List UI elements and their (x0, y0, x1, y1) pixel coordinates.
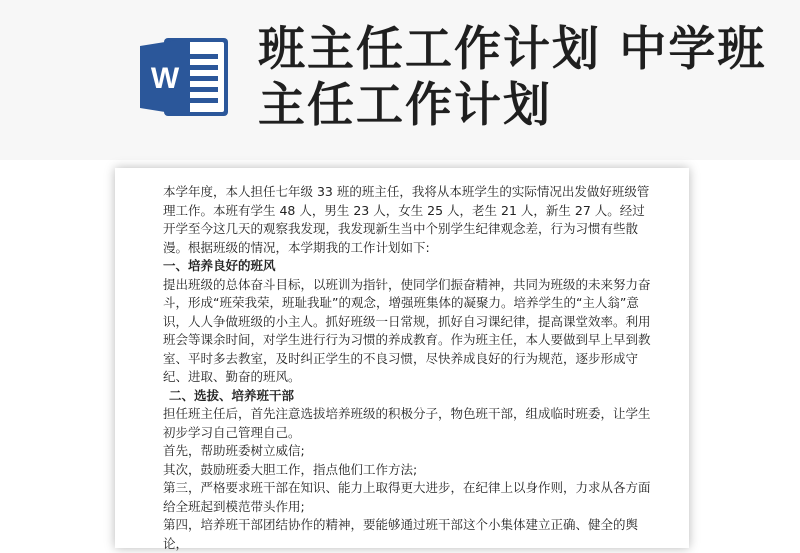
paragraph-intro: 本学年度，本人担任七年级 33 班的班主任，我将从本班学生的实际情况出发做好班级管理工作。本班有学生 48 人，男生 23 人，女生 25 人，老生 21 人，新生 27 人。经过开学至今这几天的观察我发现，我发现新生当中个别学生纪律观念差，行为习惯有些散漫。根据班级的情况，本学期我的工作计划如下: (163, 184, 650, 255)
word-icon (138, 34, 230, 120)
list-item-second: 其次，鼓励班委大胆工作，指点他们工作方法; (163, 461, 418, 477)
document-body (163, 183, 653, 553)
header-banner (0, 0, 800, 160)
document-page (115, 168, 689, 551)
list-item-third: 第三，严格要求班干部在知识、能力上取得更大进步，在纪律上以身作则，力求从各方面给全班起到模范带头作用; (163, 480, 651, 514)
word-logo-letter: W (150, 62, 180, 95)
paragraph-section-1: 提出班级的总体奋斗目标，以班训为指针，使同学们振奋精神，共同为班级的未来努力奋斗，形成“班荣我荣，班耻我耻”的观念，增强班集体的凝聚力。培养学生的“主人翁”意识，人人争做班级的小主人。抓好班级一日常规，抓好自习课纪律，提高课堂效率。利用班会等课余时间，对学生进行行为习惯的养成教育。作为班主任，本人要做到早上早到教室、平时多去教室，及时纠正学生的不良习惯，尽快养成良好的行为规范，逐步形成守纪、进取、勤奋的班风。 (163, 276, 651, 384)
heading-section-2: 二、选拔、培养班干部 (169, 387, 295, 403)
paragraph-section-2: 担任班主任后，首先注意选拔培养班级的积极分子，物色班干部，组成临时班委，让学生初步学习自己管理自己。 (163, 406, 651, 440)
page-title: 班主任工作计划 中学班主任工作计划 (258, 22, 767, 133)
list-item-fourth: 第四，培养班干部团结协作的精神，要能够通过班干部这个小集体建立正确、健全的舆论， (163, 517, 639, 551)
list-item-first: 首先，帮助班委树立威信; (163, 443, 305, 458)
heading-section-1: 一、培养良好的班风 (163, 258, 276, 273)
